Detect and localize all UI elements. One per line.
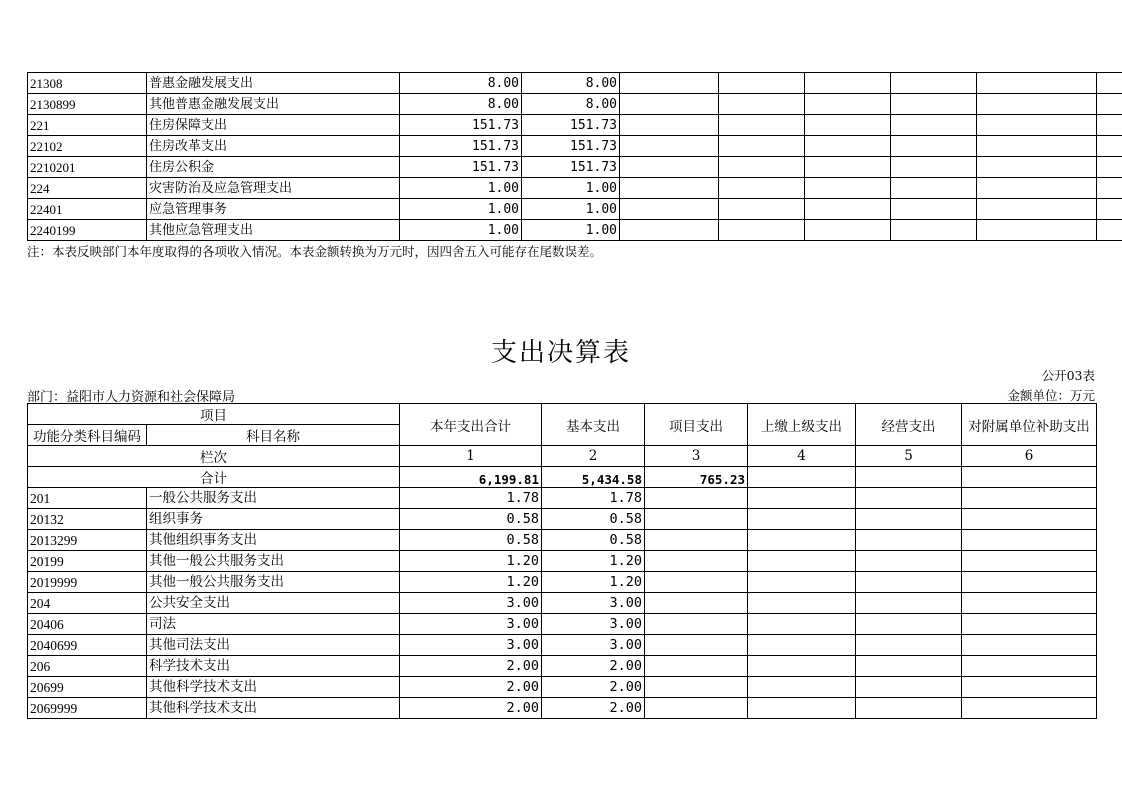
amount-basic: 2.00 [542,677,645,698]
amount-unit-label: 金额单位：万元 [1007,388,1095,403]
empty-cell [962,530,1097,551]
subject-code: 21308 [28,73,147,94]
empty-cell [962,572,1097,593]
empty-cell [962,593,1097,614]
department-label: 部门：益阳市人力资源和社会保障局 [27,390,236,405]
empty-cell [805,157,891,178]
header-item: 项目 [28,404,400,425]
empty-cell [891,178,977,199]
empty-cell [719,220,805,241]
subject-name: 科学技术支出 [147,656,400,677]
header-basic: 基本支出 [542,404,645,446]
empty-cell [856,656,962,677]
subject-code: 206 [28,656,147,677]
empty-cell [856,488,962,509]
amount-basic: 1.00 [522,178,620,199]
table-row [28,593,1097,614]
table-row [28,635,1097,656]
subject-name: 住房保障支出 [147,115,400,136]
empty-cell [719,136,805,157]
empty-cell [856,635,962,656]
subject-code: 221 [28,115,147,136]
empty-cell [977,73,1097,94]
amount-basic: 1.20 [542,572,645,593]
subject-name: 司法 [147,614,400,635]
empty-cell [856,677,962,698]
subject-name: 其他应急管理支出 [147,220,400,241]
empty-cell [748,530,856,551]
empty-cell [748,635,856,656]
subject-name: 其他组织事务支出 [147,530,400,551]
empty-cell [856,593,962,614]
table-row [28,94,1122,115]
table-row [28,551,1097,572]
amount-total: 1.00 [400,199,522,220]
empty-cell [805,178,891,199]
empty-cell [856,698,962,719]
subject-name: 一般公共服务支出 [147,488,400,509]
subject-code: 2040699 [28,635,147,656]
empty-cell [748,509,856,530]
amount-basic: 3.00 [542,593,645,614]
empty-cell [719,157,805,178]
subject-code: 204 [28,593,147,614]
col-num: 6 [962,446,1097,467]
col-num: 2 [542,446,645,467]
col-num: 5 [856,446,962,467]
total-project: 765.23 [645,467,748,488]
amount-basic: 1.00 [522,220,620,241]
empty-cell [805,73,891,94]
empty-cell [748,551,856,572]
empty-cell [856,572,962,593]
empty-cell [977,94,1097,115]
empty-cell [1097,178,1122,199]
empty-cell [719,94,805,115]
subject-name: 其他一般公共服务支出 [147,551,400,572]
amount-total: 1.00 [400,178,522,199]
empty-cell [620,157,719,178]
empty-cell [748,593,856,614]
form-number: 公开03表 [1041,368,1095,383]
empty-cell [719,178,805,199]
table-row [28,656,1097,677]
amount-basic: 8.00 [522,94,620,115]
empty-cell [977,115,1097,136]
empty-cell [748,467,856,488]
empty-cell [645,656,748,677]
amount-total: 0.58 [400,530,542,551]
empty-cell [856,614,962,635]
amount-total: 3.00 [400,614,542,635]
empty-cell [719,73,805,94]
empty-cell [962,509,1097,530]
empty-cell [891,73,977,94]
subject-name: 灾害防治及应急管理支出 [147,178,400,199]
amount-total: 1.20 [400,572,542,593]
empty-cell [620,136,719,157]
subject-name: 公共安全支出 [147,593,400,614]
empty-cell [1097,73,1122,94]
empty-cell [1097,220,1122,241]
empty-cell [620,73,719,94]
col-num: 3 [645,446,748,467]
col-num: 4 [748,446,856,467]
amount-total: 151.73 [400,157,522,178]
amount-basic: 1.00 [522,199,620,220]
subject-code: 20699 [28,677,147,698]
empty-cell [719,115,805,136]
empty-cell [620,115,719,136]
table-note: 注：本表反映部门本年度取得的各项收入情况。本表金额转换为万元时，因四舍五入可能存在尾数误差。 [27,244,603,259]
empty-cell [645,677,748,698]
empty-cell [748,698,856,719]
expenditure-table [27,403,1097,719]
subject-name: 其他科学技术支出 [147,677,400,698]
table-row [28,199,1122,220]
empty-cell [645,614,748,635]
amount-total: 2.00 [400,698,542,719]
empty-cell [962,656,1097,677]
subject-name: 组织事务 [147,509,400,530]
amount-basic: 0.58 [542,509,645,530]
header-business: 经营支出 [856,404,962,446]
empty-cell [645,509,748,530]
subject-name: 其他普惠金融发展支出 [147,94,400,115]
empty-cell [748,656,856,677]
empty-cell [977,157,1097,178]
amount-basic: 1.20 [542,551,645,572]
subject-code: 2019999 [28,572,147,593]
empty-cell [748,614,856,635]
subject-name: 其他一般公共服务支出 [147,572,400,593]
empty-cell [977,136,1097,157]
amount-total: 151.73 [400,115,522,136]
empty-cell [891,220,977,241]
amount-total: 2.00 [400,656,542,677]
empty-cell [962,614,1097,635]
amount-basic: 3.00 [542,635,645,656]
subject-name: 其他司法支出 [147,635,400,656]
table-row [28,677,1097,698]
empty-cell [620,220,719,241]
empty-cell [962,677,1097,698]
table-row [28,136,1122,157]
empty-cell [962,467,1097,488]
amount-total: 1.78 [400,488,542,509]
header-subsidy: 对附属单位补助支出 [962,404,1097,446]
empty-cell [645,530,748,551]
empty-cell [977,220,1097,241]
table-row [28,220,1122,241]
empty-cell [856,551,962,572]
empty-cell [856,467,962,488]
income-table-continuation [27,72,1122,241]
empty-cell [748,572,856,593]
amount-total: 8.00 [400,94,522,115]
subject-code: 224 [28,178,147,199]
header-total: 本年支出合计 [400,404,542,446]
amount-total: 1.00 [400,220,522,241]
amount-total: 0.58 [400,509,542,530]
table-row [28,614,1097,635]
empty-cell [856,530,962,551]
empty-cell [977,178,1097,199]
subject-code: 22102 [28,136,147,157]
amount-total: 2.00 [400,677,542,698]
empty-cell [645,593,748,614]
empty-cell [620,94,719,115]
subject-code: 2069999 [28,698,147,719]
subject-name: 其他科学技术支出 [147,698,400,719]
empty-cell [856,509,962,530]
subject-code: 22401 [28,199,147,220]
amount-basic: 151.73 [522,136,620,157]
amount-total: 3.00 [400,635,542,656]
empty-cell [962,488,1097,509]
subject-code: 201 [28,488,147,509]
empty-cell [1097,94,1122,115]
amount-total: 151.73 [400,136,522,157]
empty-cell [620,178,719,199]
table-row [28,73,1122,94]
amount-basic: 1.78 [542,488,645,509]
empty-cell [962,635,1097,656]
empty-cell [805,199,891,220]
empty-cell [645,551,748,572]
table-row [28,157,1122,178]
table-row [28,509,1097,530]
amount-basic: 8.00 [522,73,620,94]
subject-code: 2130899 [28,94,147,115]
table-row [28,572,1097,593]
amount-basic: 3.00 [542,614,645,635]
empty-cell [719,199,805,220]
empty-cell [805,94,891,115]
subject-name: 应急管理事务 [147,199,400,220]
amount-basic: 2.00 [542,656,645,677]
empty-cell [891,136,977,157]
header-name: 科目名称 [147,425,400,446]
table-row [28,178,1122,199]
empty-cell [620,199,719,220]
empty-cell [805,115,891,136]
empty-cell [645,572,748,593]
empty-cell [805,136,891,157]
header-column-no: 栏次 [28,446,400,467]
amount-basic: 0.58 [542,530,645,551]
empty-cell [891,157,977,178]
amount-basic: 2.00 [542,698,645,719]
empty-cell [891,115,977,136]
total-label: 合计 [28,467,400,488]
subject-code: 20406 [28,614,147,635]
total-basic: 5,434.58 [542,467,645,488]
subject-code: 20132 [28,509,147,530]
subject-code: 2240199 [28,220,147,241]
amount-total: 1.20 [400,551,542,572]
header-project: 项目支出 [645,404,748,446]
empty-cell [962,551,1097,572]
empty-cell [748,488,856,509]
table-row [28,698,1097,719]
total-row [28,467,1097,488]
table-row [28,530,1097,551]
empty-cell [805,220,891,241]
empty-cell [645,635,748,656]
amount-total: 3.00 [400,593,542,614]
empty-cell [1097,136,1122,157]
empty-cell [1097,157,1122,178]
amount-basic: 151.73 [522,115,620,136]
empty-cell [891,199,977,220]
amount-total: 8.00 [400,73,522,94]
table-row [28,488,1097,509]
subject-name: 普惠金融发展支出 [147,73,400,94]
empty-cell [962,698,1097,719]
table-row [28,115,1122,136]
empty-cell [645,488,748,509]
amount-basic: 151.73 [522,157,620,178]
subject-code: 2210201 [28,157,147,178]
empty-cell [1097,115,1122,136]
header-code: 功能分类科目编码 [28,425,147,446]
subject-code: 20199 [28,551,147,572]
empty-cell [891,94,977,115]
empty-cell [977,199,1097,220]
subject-name: 住房公积金 [147,157,400,178]
page-title: 支出决算表 [490,338,631,368]
empty-cell [748,677,856,698]
empty-cell [645,698,748,719]
empty-cell [1097,199,1122,220]
header-upper: 上缴上级支出 [748,404,856,446]
total-amount: 6,199.81 [400,467,542,488]
subject-code: 2013299 [28,530,147,551]
col-num: 1 [400,446,542,467]
subject-name: 住房改革支出 [147,136,400,157]
